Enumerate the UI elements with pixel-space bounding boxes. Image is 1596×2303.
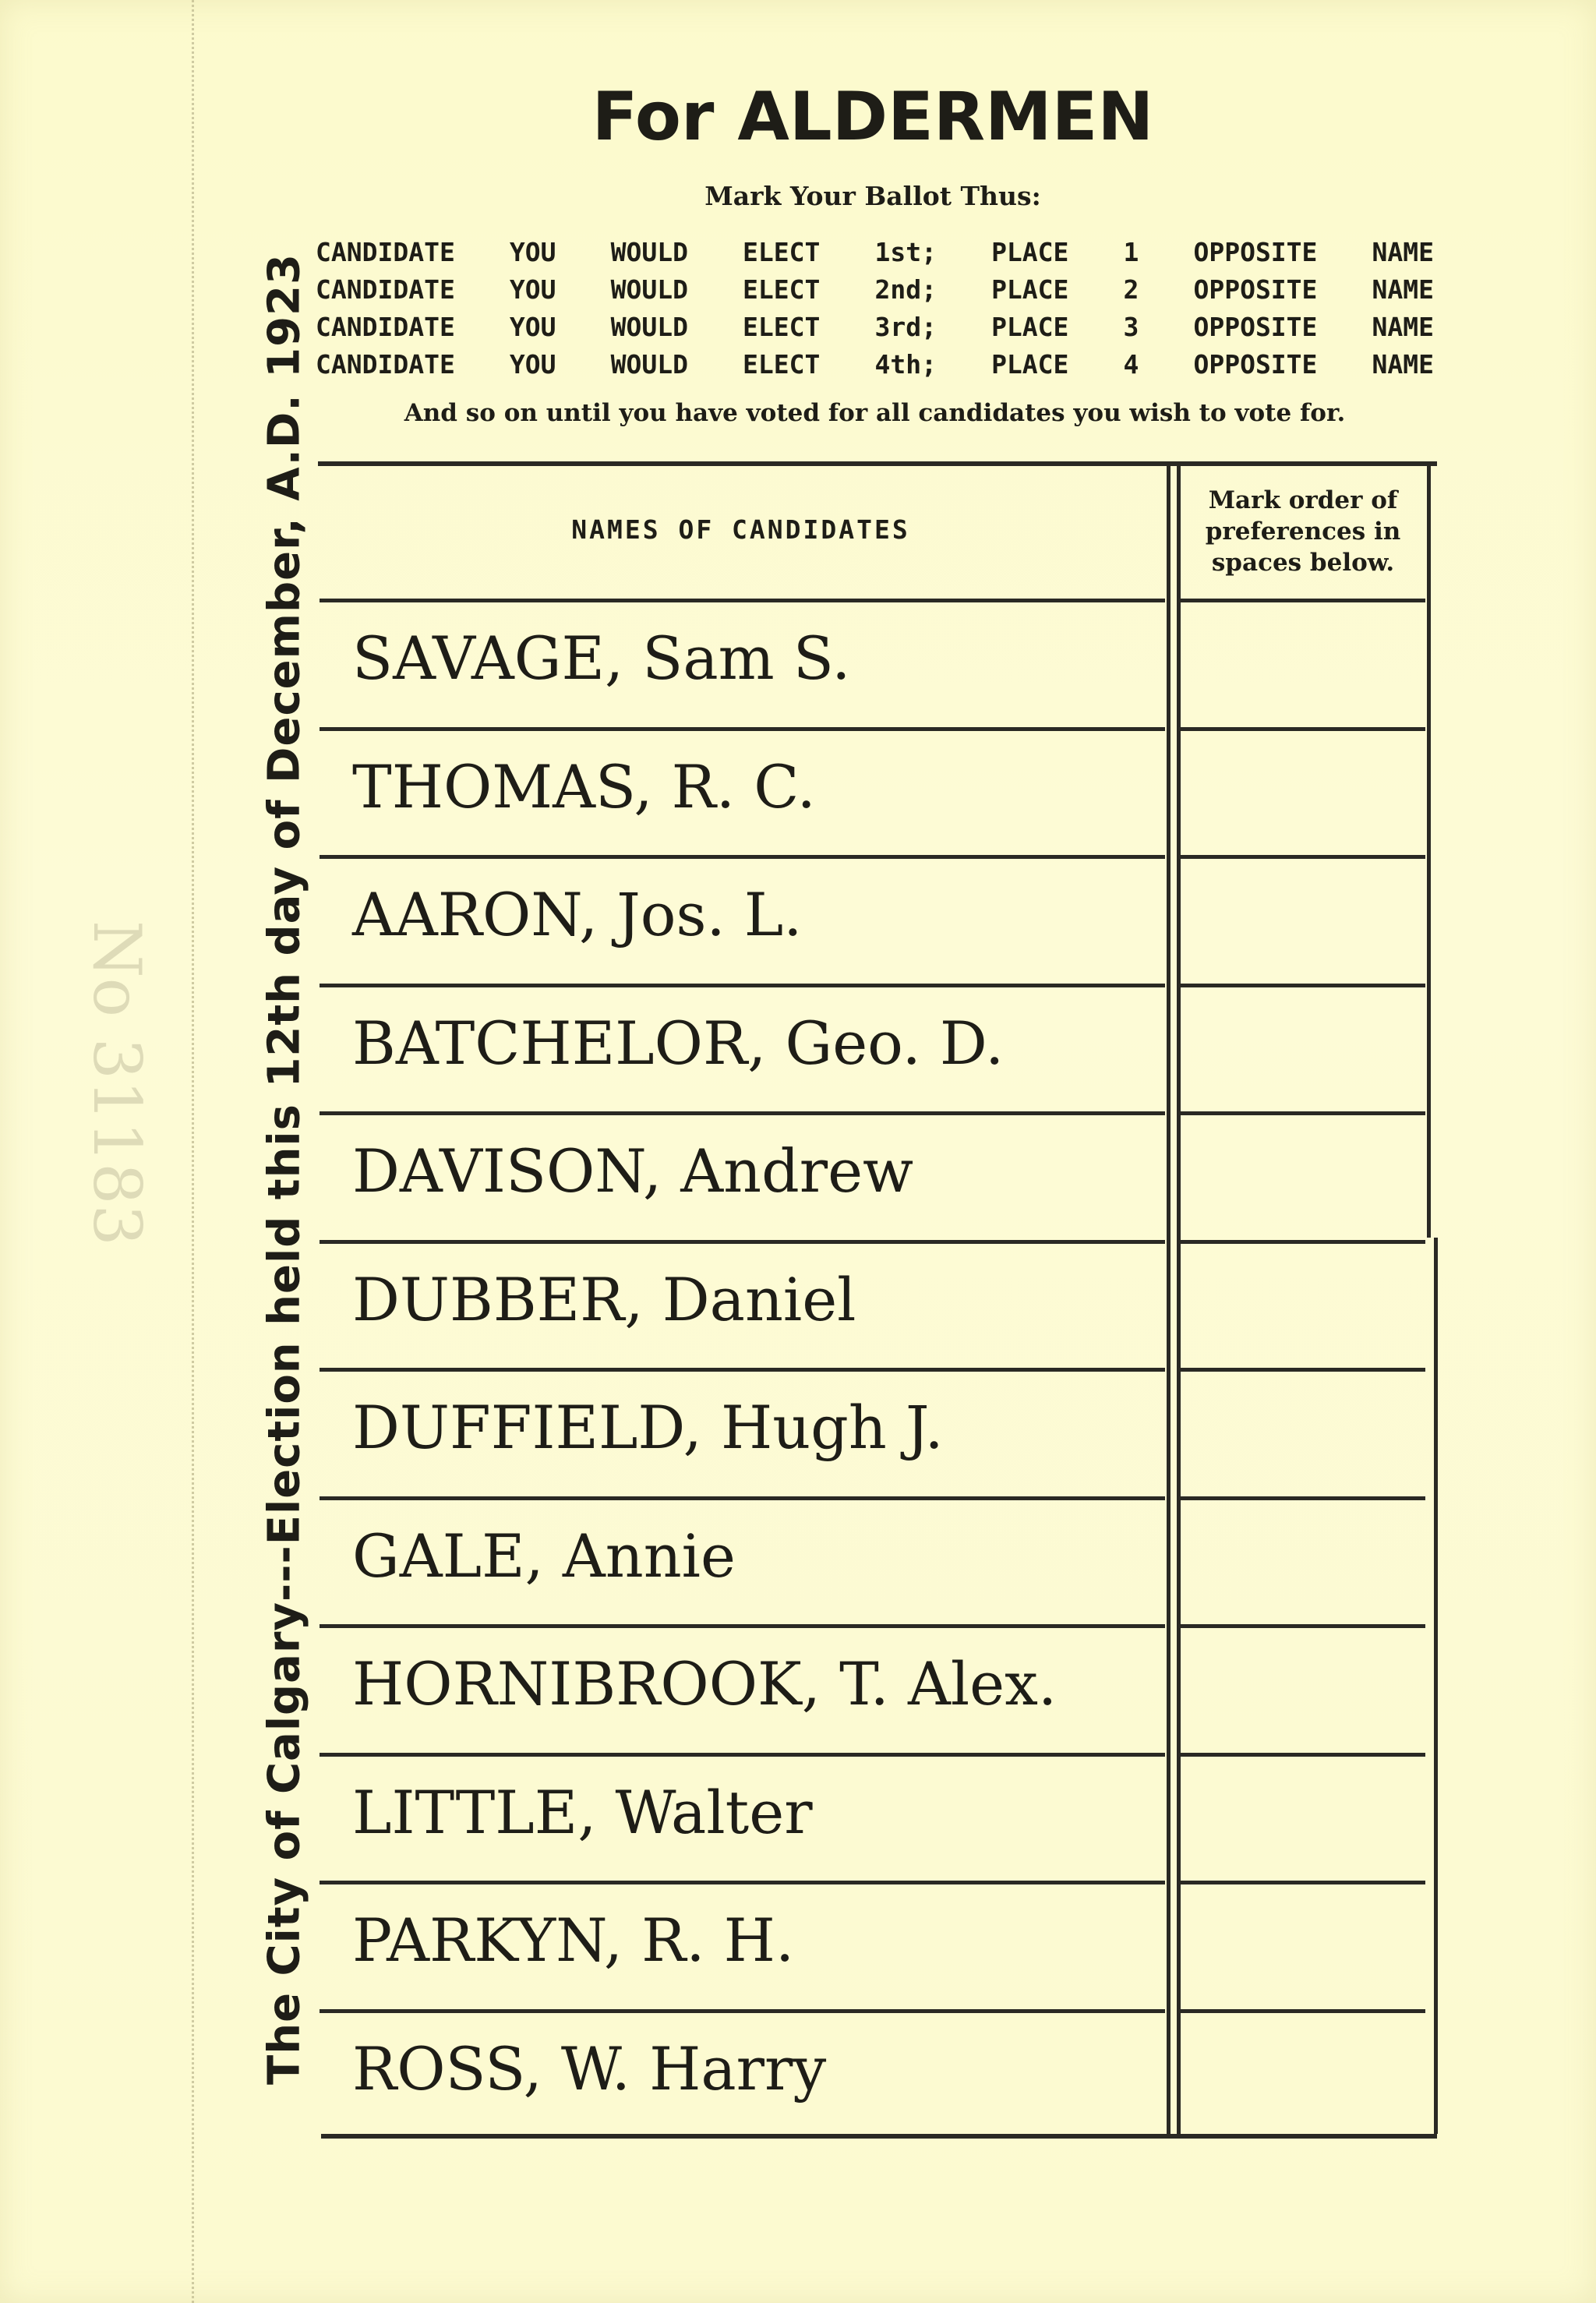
instruction-word: 1 xyxy=(1123,237,1139,267)
instruction-word: 4 xyxy=(1123,349,1139,380)
table-right-border-upper xyxy=(1427,466,1431,1238)
instruction-word: NAME xyxy=(1372,274,1434,305)
preference-box[interactable] xyxy=(1185,1501,1422,1620)
ballot-serial-number: No 31183 xyxy=(79,920,155,1246)
candidate-name: AARON, Jos. L. xyxy=(352,880,803,949)
instruction-row xyxy=(316,271,1434,309)
instruction-word: YOU xyxy=(509,349,556,380)
candidate-name: THOMAS, R. C. xyxy=(352,751,816,821)
row-rule-right xyxy=(1181,1240,1425,1244)
candidate-name: DUBBER, Daniel xyxy=(352,1264,856,1334)
instruction-word: OPPOSITE xyxy=(1193,312,1318,342)
instruction-word: CANDIDATE xyxy=(316,274,455,305)
row-rule-left xyxy=(320,855,1165,859)
instruction-word: PLACE xyxy=(991,274,1069,305)
perforation-line xyxy=(192,0,194,2303)
preference-box[interactable] xyxy=(1185,2014,1422,2133)
preference-box[interactable] xyxy=(1185,1245,1422,1364)
names-column-header: NAMES OF CANDIDATES xyxy=(571,514,910,545)
instruction-row xyxy=(316,346,1434,383)
ballot-subtitle: Mark Your Ballot Thus: xyxy=(704,181,1041,211)
instructions-note: And so on until you have voted for all candidates you wish to vote for. xyxy=(404,399,1346,427)
preference-box[interactable] xyxy=(1185,1757,1422,1877)
row-rule-left xyxy=(320,1111,1165,1115)
instruction-word: WOULD xyxy=(610,349,688,380)
preference-column-header xyxy=(1183,485,1423,578)
pref-header-line: preferences in xyxy=(1205,517,1401,546)
ballot-title: For ALDERMEN xyxy=(591,78,1154,156)
row-rule-left xyxy=(320,1496,1165,1500)
row-rule-right xyxy=(1181,1111,1425,1115)
preference-box[interactable] xyxy=(1185,732,1422,851)
instruction-word: CANDIDATE xyxy=(316,349,455,380)
voting-instructions xyxy=(316,234,1434,383)
candidate-name: DAVISON, Andrew xyxy=(352,1136,914,1206)
instruction-word: NAME xyxy=(1372,312,1434,342)
row-rule-right xyxy=(1181,1624,1425,1628)
instruction-word: 3 xyxy=(1123,312,1139,342)
preference-box[interactable] xyxy=(1185,1372,1422,1492)
row-rule-left xyxy=(320,727,1165,731)
row-rule-left xyxy=(320,984,1165,987)
instruction-word: YOU xyxy=(509,237,556,267)
instruction-word: 3rd; xyxy=(874,312,937,342)
header-rule-right xyxy=(1181,599,1425,602)
pref-header-line: spaces below. xyxy=(1211,549,1395,577)
candidate-name: LITTLE, Walter xyxy=(352,1777,813,1847)
table-bottom-rule xyxy=(321,2134,1437,2139)
instruction-word: 4th; xyxy=(874,349,937,380)
table-divider-left xyxy=(1167,466,1171,2134)
row-rule-left xyxy=(320,1881,1165,1884)
row-rule-left xyxy=(320,1753,1165,1757)
candidate-name: GALE, Annie xyxy=(352,1521,736,1591)
candidate-name: SAVAGE, Sam S. xyxy=(352,623,851,693)
instruction-word: PLACE xyxy=(991,312,1069,342)
instruction-row xyxy=(316,234,1434,271)
row-rule-right xyxy=(1181,727,1425,731)
preference-box[interactable] xyxy=(1185,860,1422,979)
instruction-word: 2nd; xyxy=(874,274,937,305)
candidate-name: BATCHELOR, Geo. D. xyxy=(352,1008,1005,1078)
instruction-word: PLACE xyxy=(991,349,1069,380)
row-rule-right xyxy=(1181,1753,1425,1757)
instruction-word: WOULD xyxy=(610,312,688,342)
instruction-word: CANDIDATE xyxy=(316,312,455,342)
row-rule-right xyxy=(1181,1368,1425,1372)
row-rule-right xyxy=(1181,984,1425,987)
instruction-word: ELECT xyxy=(743,237,821,267)
instruction-word: OPPOSITE xyxy=(1193,237,1318,267)
instruction-word: 1st; xyxy=(874,237,937,267)
row-rule-left xyxy=(320,1368,1165,1372)
instruction-word: ELECT xyxy=(743,312,821,342)
instruction-word: YOU xyxy=(509,312,556,342)
row-rule-left xyxy=(320,1240,1165,1244)
table-top-rule xyxy=(318,461,1437,466)
instruction-word: PLACE xyxy=(991,237,1069,267)
table-right-border-lower xyxy=(1434,1238,1438,2134)
row-rule-right xyxy=(1181,1881,1425,1884)
candidate-name: DUFFIELD, Hugh J. xyxy=(352,1393,944,1462)
pref-header-line: Mark order of xyxy=(1208,486,1398,514)
header-rule-left xyxy=(320,599,1165,602)
row-rule-left xyxy=(320,1624,1165,1628)
candidate-name: HORNIBROOK, T. Alex. xyxy=(352,1649,1058,1718)
instruction-word: YOU xyxy=(509,274,556,305)
preference-box[interactable] xyxy=(1185,988,1422,1107)
election-caption: The City of Calgary---Election held this 12th day of December, A.D. 1923 xyxy=(259,253,310,2085)
instruction-word: WOULD xyxy=(610,237,688,267)
instruction-word: OPPOSITE xyxy=(1193,349,1318,380)
preference-box[interactable] xyxy=(1185,1116,1422,1235)
preference-box[interactable] xyxy=(1185,603,1422,722)
instruction-word: NAME xyxy=(1372,237,1434,267)
instruction-word: WOULD xyxy=(610,274,688,305)
instruction-word: OPPOSITE xyxy=(1193,274,1318,305)
preference-box[interactable] xyxy=(1185,1629,1422,1748)
instruction-word: NAME xyxy=(1372,349,1434,380)
row-rule-left xyxy=(320,2009,1165,2013)
instruction-row xyxy=(316,309,1434,346)
row-rule-right xyxy=(1181,855,1425,859)
candidate-name: ROSS, W. Harry xyxy=(352,2033,827,2103)
row-rule-right xyxy=(1181,2009,1425,2013)
instruction-word: 2 xyxy=(1123,274,1139,305)
row-rule-right xyxy=(1181,1496,1425,1500)
candidate-name: PARKYN, R. H. xyxy=(352,1906,795,1975)
instruction-word: ELECT xyxy=(743,274,821,305)
instruction-word: CANDIDATE xyxy=(316,237,455,267)
preference-box[interactable] xyxy=(1185,1885,1422,2005)
instruction-word: ELECT xyxy=(743,349,821,380)
